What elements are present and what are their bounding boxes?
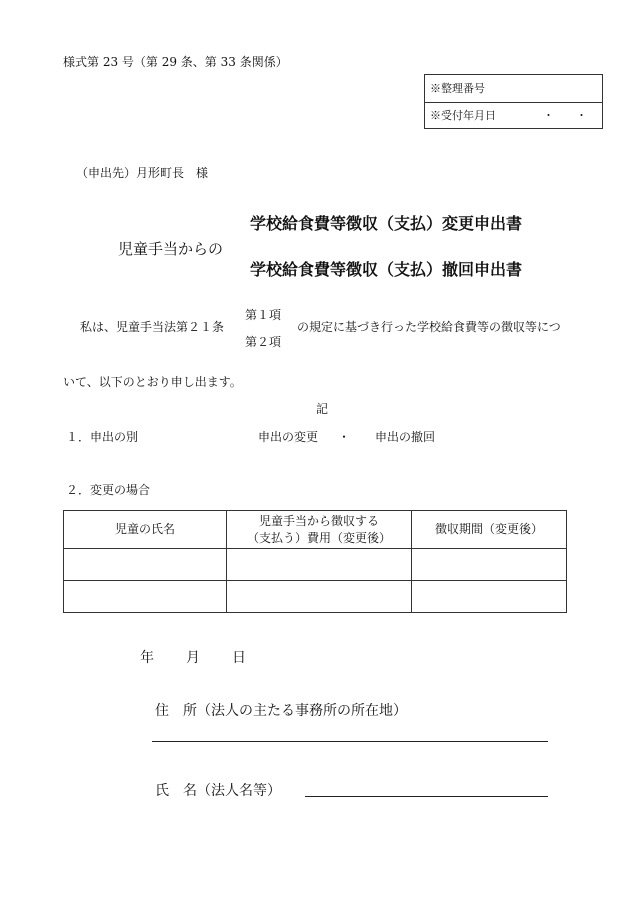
address-label: 住 所（法人の主たる事務所の所在地） xyxy=(155,703,407,719)
name-line[interactable] xyxy=(305,796,548,797)
received-date-row xyxy=(425,102,609,129)
title-change: 学校給食費等徴収（支払）変更申出書 xyxy=(250,214,523,233)
section2-label: ２．変更の場合 xyxy=(66,483,151,497)
cell-period[interactable] xyxy=(412,581,567,613)
choice-withdraw: 申出の撤回 xyxy=(375,430,436,444)
title-withdraw: 学校給食費等徴収（支払）撤回申出書 xyxy=(250,260,523,279)
address-line[interactable] xyxy=(152,741,548,742)
col-period: 徴収期間（変更後） xyxy=(412,511,567,549)
received-date-label: ※受付年月日 xyxy=(430,109,496,122)
col-fee-line2: （支払う）費用（変更後） xyxy=(246,530,391,545)
form-number: 様式第 23 号（第 29 条、第 33 条関係） xyxy=(63,55,288,69)
name-label: 氏 名（法人名等） xyxy=(155,783,281,799)
received-date-dots: ・・ xyxy=(543,109,609,122)
choice-change: 申出の変更 xyxy=(258,430,319,444)
option-paragraph-1: 第１項 xyxy=(245,308,282,322)
reference-number-row xyxy=(425,75,602,103)
section1-label: １．申出の別 xyxy=(66,430,139,444)
cell-child-name[interactable] xyxy=(64,549,227,581)
ki-heading: 記 xyxy=(316,402,329,416)
statement-part3: いて、以下のとおり申し出ます。 xyxy=(63,375,242,389)
change-table xyxy=(63,510,567,613)
reference-number-label: ※整理番号 xyxy=(430,82,485,95)
table-row xyxy=(64,581,567,613)
recipient: （申出先）月形町長 様 xyxy=(76,166,209,180)
option-paragraph-2: 第２項 xyxy=(245,335,282,349)
date-day: 日 xyxy=(232,650,246,666)
col-fee-line1: 児童手当から徴収する xyxy=(258,513,379,528)
statement-part1: 私は、児童手当法第２１条 xyxy=(80,320,225,334)
col-child-name: 児童の氏名 xyxy=(64,511,227,549)
reference-box xyxy=(424,74,609,129)
col-fee xyxy=(227,511,412,549)
cell-period[interactable] xyxy=(412,549,567,581)
date-month: 月 xyxy=(186,650,200,666)
cell-fee[interactable] xyxy=(227,549,412,581)
table-row xyxy=(64,549,567,581)
title-prefix: 児童手当からの xyxy=(118,240,224,258)
cell-child-name[interactable] xyxy=(64,581,227,613)
table-header-row xyxy=(64,511,567,549)
date-year: 年 xyxy=(140,650,154,666)
choice-separator: ・ xyxy=(338,430,351,444)
statement-part2: の規定に基づき行った学校給食費等の徴収等につ xyxy=(297,320,561,334)
cell-fee[interactable] xyxy=(227,581,412,613)
